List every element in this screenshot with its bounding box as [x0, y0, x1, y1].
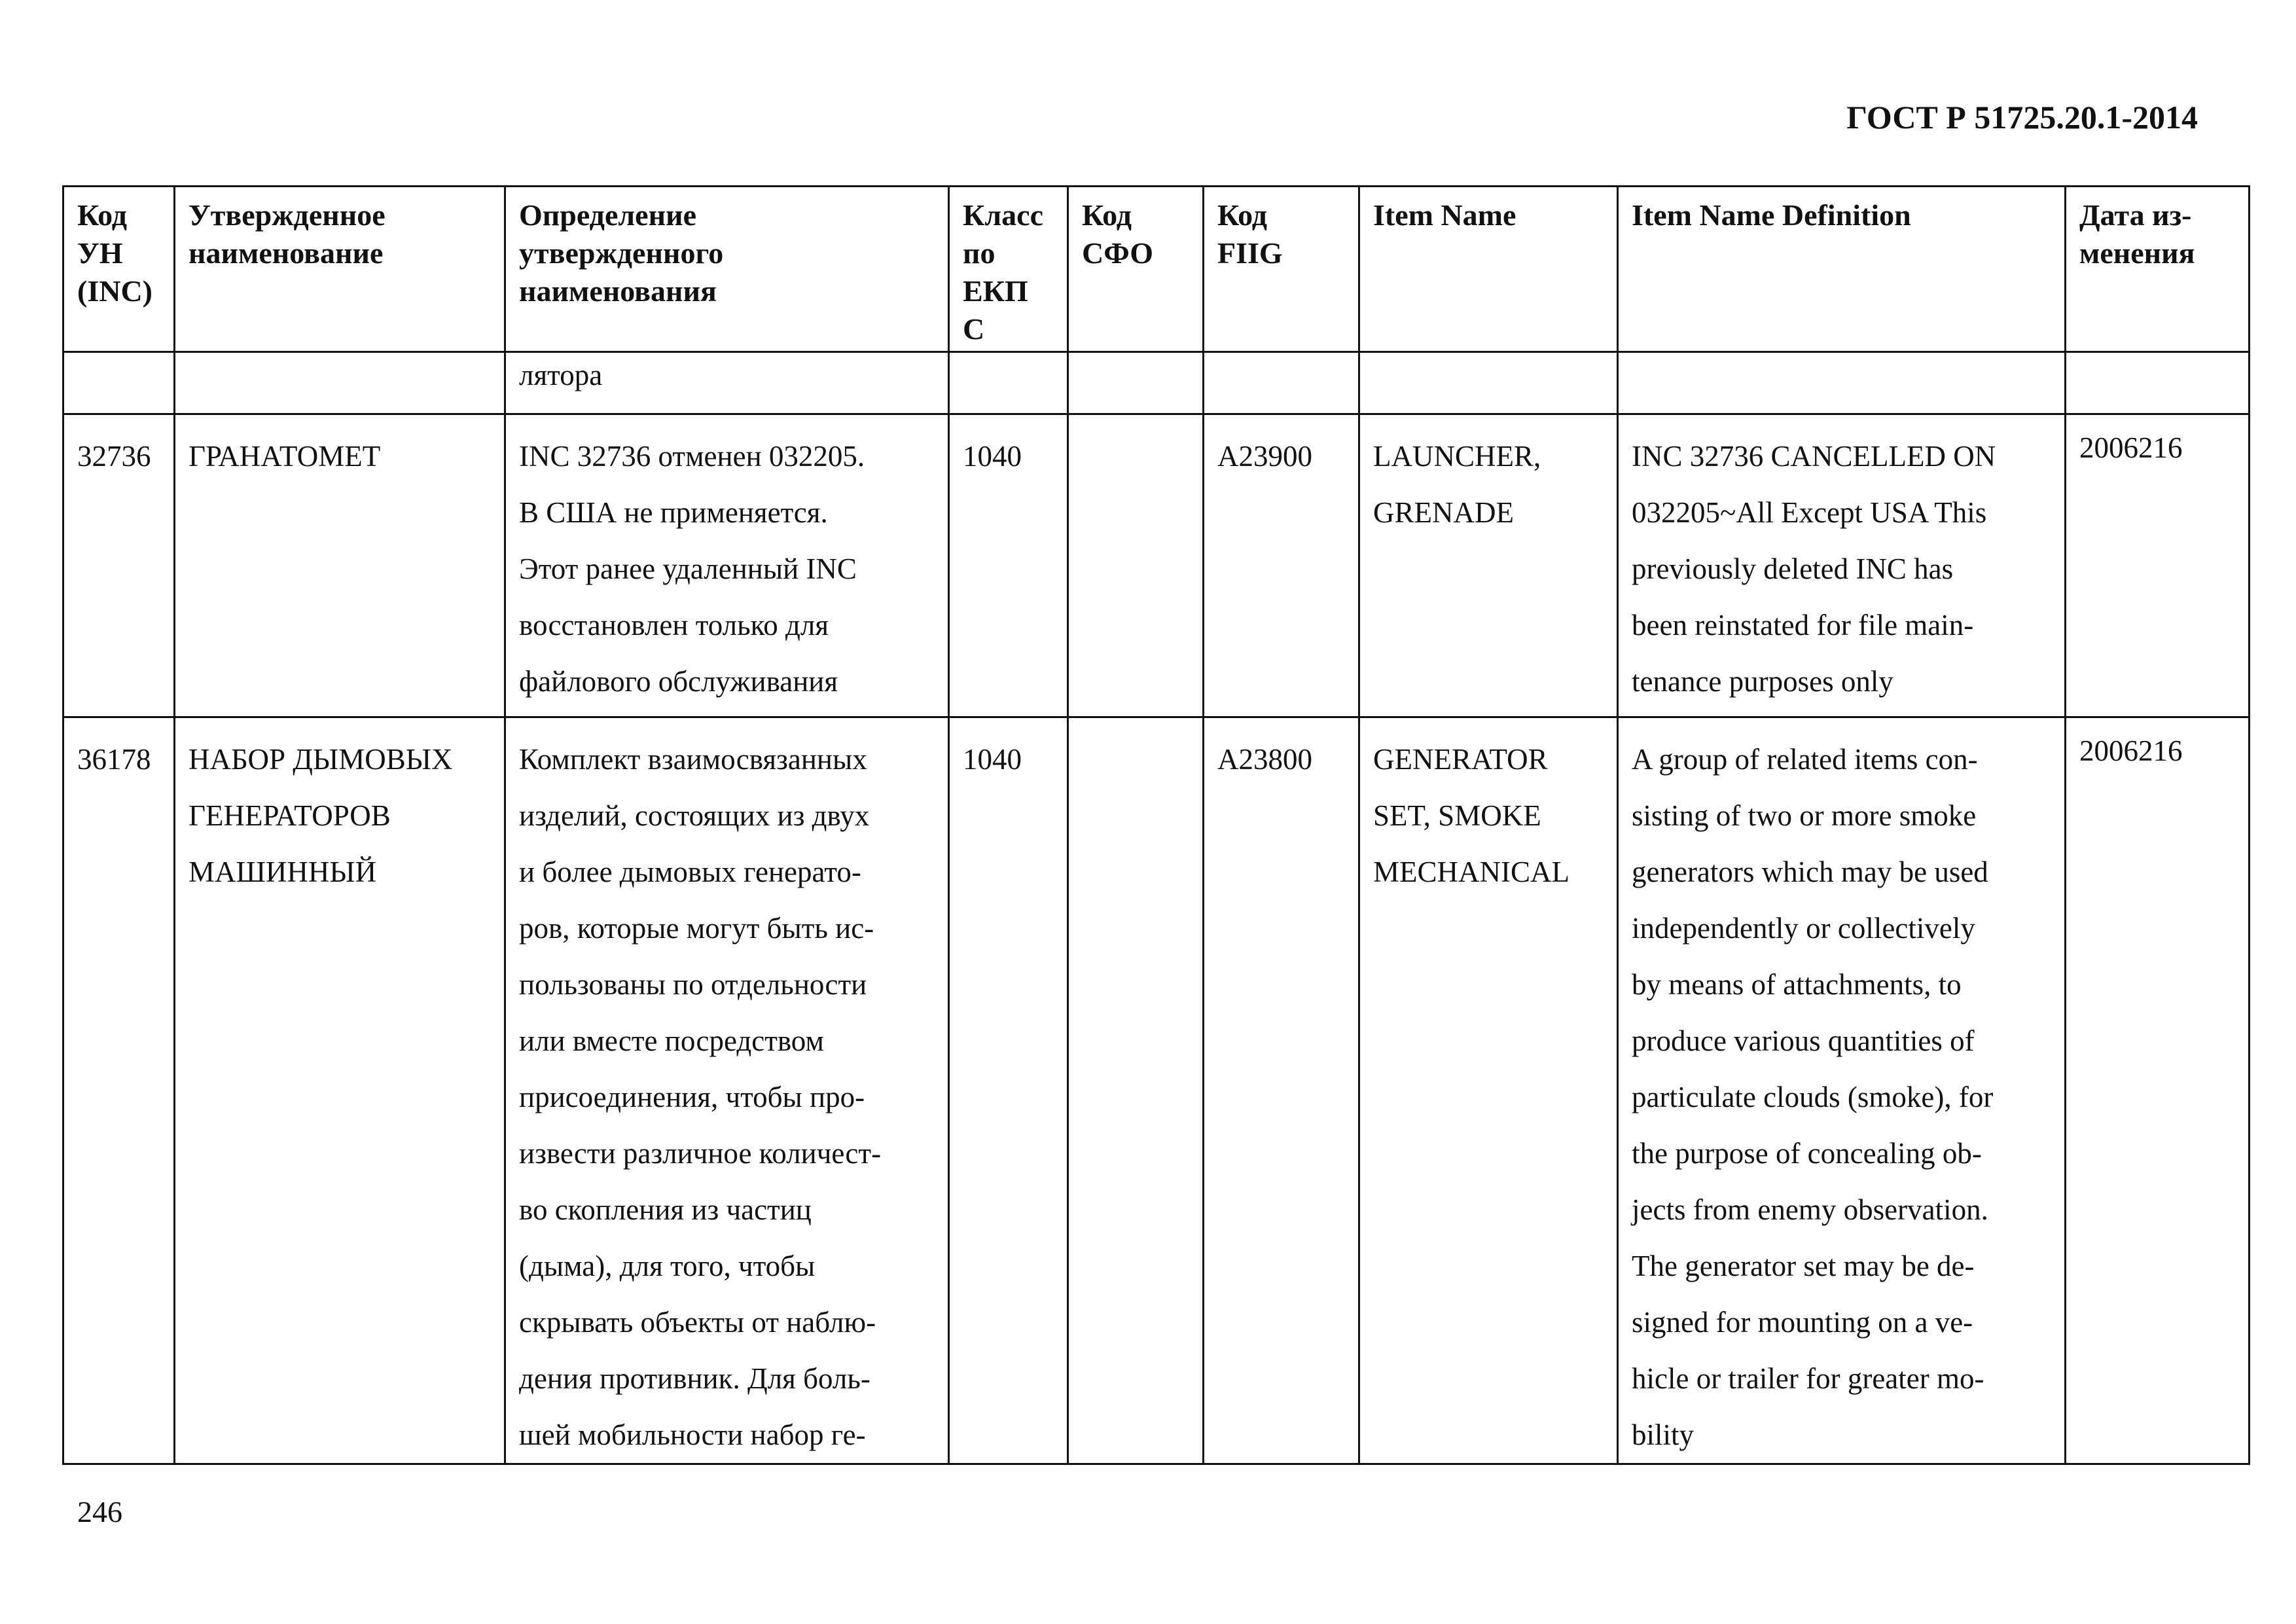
col-header-inc: Код УН (INC) — [63, 187, 175, 352]
col-header-item-name-definition: Item Name Definition — [1618, 187, 2066, 352]
cell-ekps — [949, 352, 1068, 414]
col-header-item-name: Item Name — [1359, 187, 1618, 352]
cell-name: ГРАНАТОМЕТ — [175, 414, 505, 717]
cell-date: 2006216 — [2066, 717, 2250, 1464]
cell-item-name: LAUNCHER, GRENADE — [1359, 414, 1618, 717]
table-row — [63, 717, 2250, 1464]
cell-date: 2006216 — [2066, 414, 2250, 717]
table-row-continuation — [63, 352, 2250, 414]
cell-ekps: 1040 — [949, 414, 1068, 717]
col-header-change-date: Дата из- менения — [2066, 187, 2250, 352]
page-number: 246 — [77, 1495, 122, 1528]
cell-sfo — [1068, 352, 1204, 414]
cell-definition: лятора — [505, 352, 949, 414]
col-header-ekps-class: Класс по ЕКП С — [949, 187, 1068, 352]
cell-inc — [63, 352, 175, 414]
cell-item-definition: A group of related items con- sisting of two or more smoke generators which may be used independently or collectively by means of attachments, to produce various quantities of particulate clouds (smoke), for the purpose of concealing ob- jects from enemy observation. The generator set may be de- signed for mounting on a ve- hicle or trailer for greater mo- bility — [1618, 717, 2066, 1464]
cell-name — [175, 352, 505, 414]
data-table — [62, 185, 2250, 1465]
cell-date — [2066, 352, 2250, 414]
document-code: ГОСТ Р 51725.20.1-2014 — [1846, 99, 2198, 135]
cell-fiig: A23800 — [1204, 717, 1359, 1464]
cell-name: НАБОР ДЫМОВЫХ ГЕНЕРАТОРОВ МАШИННЫЙ — [175, 717, 505, 1464]
col-header-approved-name: Утвержденное наименование — [175, 187, 505, 352]
cell-definition: INC 32736 отменен 032205. В США не применяется. Этот ранее удаленный INC восстановлен только для файлового обслуживания — [505, 414, 949, 717]
cell-fiig — [1204, 352, 1359, 414]
cell-item-definition: INC 32736 CANCELLED ON 032205~All Except USA This previously deleted INC has been reinstated for file main- tenance purposes only — [1618, 414, 2066, 717]
cell-item-name — [1359, 352, 1618, 414]
cell-inc: 36178 — [63, 717, 175, 1464]
cell-definition: Комплект взаимосвязанных изделий, состоящих из двух и более дымовых генерато- ров, которые могут быть ис- пользованы по отдельности или вместе посредством присоединения, чтобы про- извести различное количест- во скопления из частиц (дыма), для того, чтобы скрывать объекты от наблю- дения противник. Для боль- шей мобильности набор ге- — [505, 717, 949, 1464]
col-header-definition: Определение утвержденного наименования — [505, 187, 949, 352]
cell-sfo — [1068, 717, 1204, 1464]
cell-ekps: 1040 — [949, 717, 1068, 1464]
table-header-row — [63, 187, 2250, 352]
cell-fiig: A23900 — [1204, 414, 1359, 717]
cell-item-name: GENERATOR SET, SMOKE MECHANICAL — [1359, 717, 1618, 1464]
cell-item-definition — [1618, 352, 2066, 414]
cell-sfo — [1068, 414, 1204, 717]
cell-inc: 32736 — [63, 414, 175, 717]
table-row — [63, 414, 2250, 717]
col-header-sfo-code: Код СФО — [1068, 187, 1204, 352]
col-header-fiig-code: Код FIIG — [1204, 187, 1359, 352]
